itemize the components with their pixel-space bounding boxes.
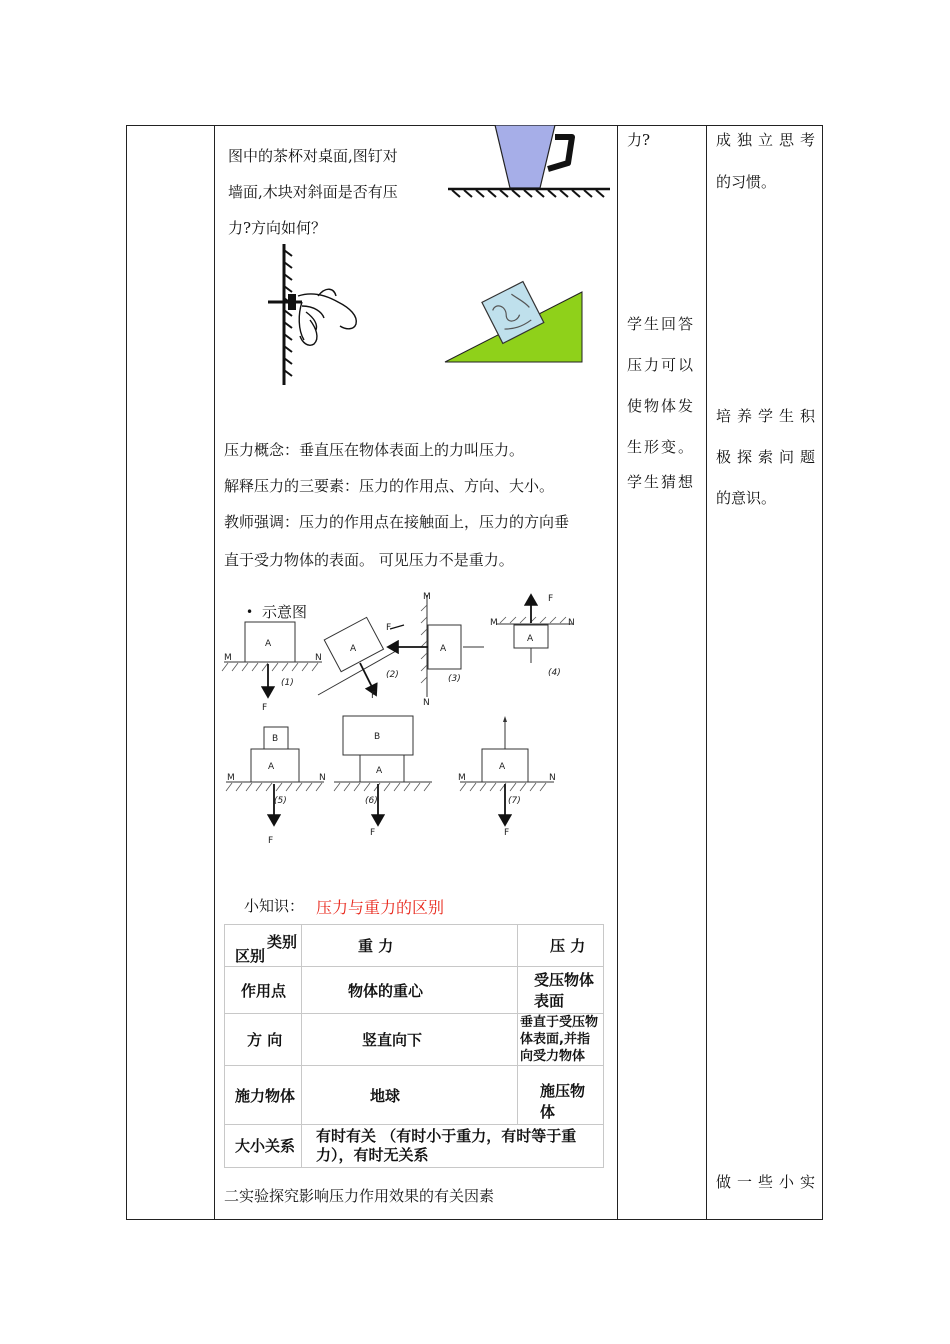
diagram-4-m-label: M (490, 618, 498, 628)
student-answer-1: 学生回答 (627, 315, 696, 333)
force-diagrams (218, 585, 608, 850)
diagram-5-number: (5) (274, 796, 287, 806)
diagram-1-number: (1) (281, 678, 294, 688)
intent-mid-1: 培养学生积 (716, 407, 822, 425)
diagram-7-block-label: A (499, 762, 506, 772)
intro-line-2: 墙面,木块对斜面是否有压 (228, 183, 398, 201)
diagram-5-bottom-block-label: A (268, 762, 275, 772)
diagram-6-number: (6) (365, 796, 378, 806)
diagram-5-force-label: F (268, 836, 274, 846)
diagram-4-block-label: A (527, 634, 534, 644)
diagram-5-n-label: N (319, 773, 326, 783)
block-incline-illustration (440, 270, 590, 370)
row-pressure: 受压物体表面 (518, 967, 604, 1014)
diagram-5-top-block-label: B (272, 734, 279, 744)
row-gravity: 竖直向下 (302, 1014, 518, 1066)
table-row (225, 967, 604, 1014)
diagram-4-force-label: F (548, 594, 554, 604)
col-border-3 (617, 125, 618, 1220)
diagram-3-m-label: M (423, 592, 431, 602)
student-answer-3: 使物体发 (627, 397, 696, 415)
table-row (225, 1066, 604, 1125)
col-border-1 (126, 125, 127, 1220)
intro-line-1: 图中的茶杯对桌面,图钉对 (228, 147, 398, 165)
row-size-relationship: 有时有关 （有时小于重力，有时等于重力），有时无关系 (302, 1125, 604, 1168)
diagram-7-n-label: N (549, 773, 556, 783)
intent-top-1: 成独立思考 (716, 131, 822, 149)
row-gravity: 地球 (302, 1066, 518, 1125)
diagram-3-block-label: A (440, 644, 447, 654)
intent-mid-2: 极探索问题 (716, 448, 822, 466)
teacher-emphasis-1: 教师强调：压力的作用点在接触面上，压力的方向垂 (224, 513, 570, 531)
row-pressure: 垂直于受压物体表面,并指向受力物体 (518, 1014, 604, 1066)
col-border-5 (822, 125, 823, 1220)
table-header-corner (225, 925, 302, 967)
col-border-4 (706, 125, 707, 1220)
diagram-title: 示意图 (262, 603, 308, 621)
teacher-emphasis-2: 直于受力物体的表面。 可见压力不是重力。 (224, 551, 514, 569)
diagram-6-bottom-block-label: A (376, 766, 383, 776)
diagram-4-number: (4) (548, 668, 561, 678)
diagram-2-force-label: F (386, 623, 392, 633)
row-label: 方 向 (225, 1014, 302, 1066)
tip-label: 小知识： (244, 897, 305, 915)
table-header-category: 类别 (266, 933, 297, 951)
student-top-text: 力? (627, 131, 651, 149)
row-label: 大小关系 (225, 1125, 302, 1168)
diagram-5-m-label: M (227, 773, 235, 783)
table-header-gravity: 重 力 (302, 925, 518, 967)
table-row (225, 1125, 604, 1168)
intent-mid-3: 的意识。 (716, 489, 777, 507)
diagram-7-m-label: M (458, 773, 466, 783)
diagram-1-m-label: M (224, 653, 232, 663)
row-label: 作用点 (225, 967, 302, 1014)
diagram-7-force-label: F (504, 828, 510, 838)
section-two-heading: 二实验探究影响压力作用效果的有关因素 (224, 1187, 495, 1205)
three-elements: 解释压力的三要素：压力的作用点、方向、大小。 (224, 477, 555, 495)
diagram-2-block-label: A (350, 644, 357, 654)
intent-bottom: 做一些小实 (716, 1173, 822, 1191)
row-label: 施力物体 (225, 1066, 302, 1125)
intent-top-2: 的习惯。 (716, 173, 777, 191)
diagram-3-number: (3) (448, 674, 461, 684)
diagram-2-number: (2) (386, 670, 399, 680)
pressure-concept: 压力概念：垂直压在物体表面上的力叫压力。 (224, 441, 525, 459)
diagram-6-top-block-label: B (374, 732, 381, 742)
thumbtack-wall-illustration (262, 244, 372, 386)
tip-title: 压力与重力的区别 (316, 898, 445, 917)
teacup-illustration (440, 125, 615, 200)
gravity-pressure-comparison-table (224, 924, 604, 1168)
student-answer-2: 压力可以 (627, 356, 696, 374)
col-border-2 (214, 125, 215, 1220)
row-pressure: 施压物体 (518, 1066, 604, 1125)
student-answer-4: 生形变。 (627, 438, 696, 456)
table-header-pressure: 压 力 (518, 925, 604, 967)
table-header-difference: 区别 (235, 947, 266, 965)
table-row (225, 1014, 604, 1066)
diagram-1-force-label: F (262, 703, 268, 713)
diagram-3-n-label: N (423, 698, 430, 708)
diagram-2-force-label-lower: F (371, 691, 377, 701)
diagram-1-block-label: A (265, 639, 272, 649)
diagram-6-force-label: F (370, 828, 376, 838)
student-answer-5: 学生猜想 (627, 473, 696, 491)
diagram-7-number: (7) (508, 796, 521, 806)
diagram-bullet: • (246, 605, 254, 619)
row-gravity: 物体的重心 (302, 967, 518, 1014)
diagram-1-n-label: N (315, 653, 322, 663)
diagram-4-n-label: N (568, 618, 575, 628)
table-bottom-border (126, 1219, 823, 1220)
intro-line-3: 力?方向如何？ (228, 219, 327, 237)
